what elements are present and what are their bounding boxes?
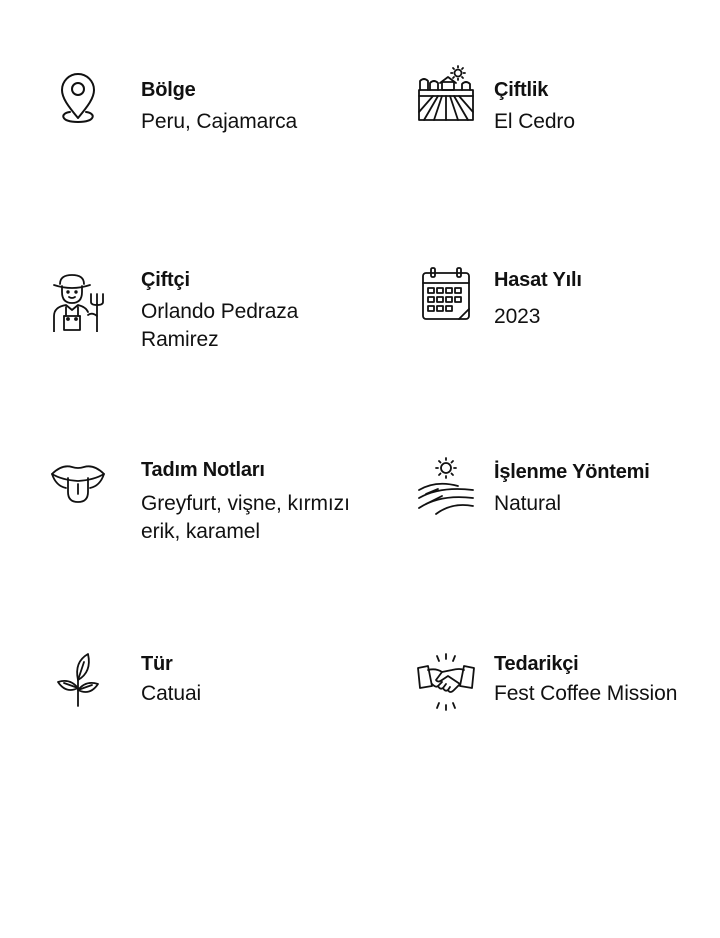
region-label: Bölge — [141, 79, 196, 101]
processing-method-label: İşlenme Yöntemi — [494, 461, 650, 483]
location-pin-icon — [48, 70, 108, 130]
variety-label: Tür — [141, 653, 173, 675]
harvest-label: Hasat Yılı — [494, 269, 582, 291]
tasting-notes-label: Tadım Notları — [141, 459, 265, 481]
variety-value: Catuai — [141, 682, 202, 705]
farm-field-icon — [416, 64, 476, 124]
supplier-value: Fest Coffee Mission — [494, 682, 678, 705]
processing-method-value: Natural — [494, 492, 561, 515]
plant-sprout-icon — [48, 650, 108, 710]
farmer-value: Orlando Pedraza Ramirez — [141, 300, 299, 351]
sun-fields-icon — [416, 456, 476, 516]
harvest-value: 2023 — [494, 305, 541, 328]
farm-label: Çiftlik — [494, 79, 549, 101]
supplier-label: Tedarikçi — [494, 653, 579, 675]
tasting-notes-value: Greyfurt, vişne, kırmızı erik, karamel — [141, 492, 350, 543]
calendar-icon — [416, 264, 476, 324]
region-value: Peru, Cajamarca — [141, 110, 298, 133]
farm-value: El Cedro — [494, 110, 575, 133]
handshake-icon — [416, 652, 476, 712]
tongue-lips-icon — [48, 452, 108, 512]
farmer-icon — [48, 272, 108, 332]
farmer-label: Çiftçi — [141, 269, 190, 291]
